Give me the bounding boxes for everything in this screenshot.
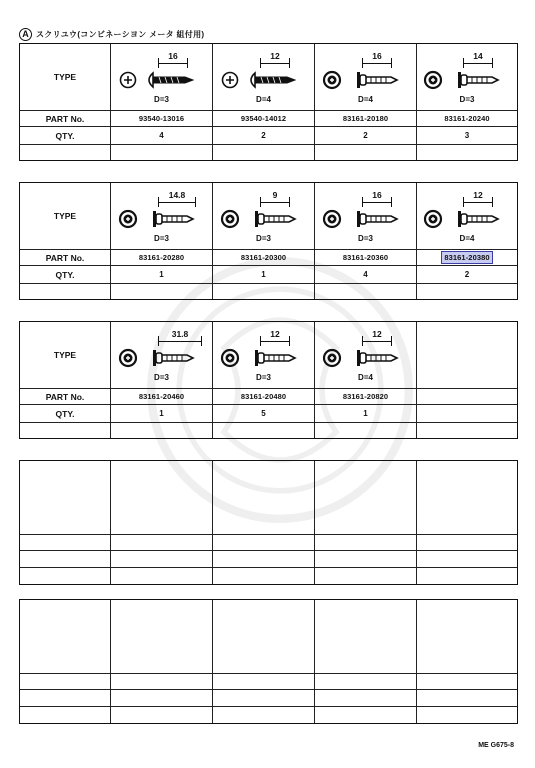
blank-cell	[111, 284, 213, 299]
type-label: TYPE	[20, 183, 111, 249]
dimension-value: 14	[473, 51, 483, 61]
type-label: TYPE	[20, 44, 111, 110]
empty-type-row	[20, 600, 517, 674]
length-dimension	[463, 192, 493, 204]
screw-drawing-icon	[321, 347, 411, 369]
dimension-value: 12	[270, 329, 280, 339]
dimension-value: 12	[270, 51, 280, 61]
screw-type-cell	[315, 322, 417, 388]
screw-drawing-icon	[117, 69, 207, 91]
blank-row	[20, 423, 517, 438]
dimension-line	[463, 202, 493, 203]
part-number: 83161-20360	[342, 253, 389, 262]
part-no-label: PART No.	[20, 250, 111, 265]
quantity-row	[20, 405, 517, 423]
section-marker: A	[19, 28, 32, 41]
part-number: 83161-20460	[138, 392, 185, 401]
length-dimension	[362, 53, 392, 65]
dimension-value: 16	[372, 190, 382, 200]
dimension-value: 9	[272, 190, 278, 200]
empty-row	[20, 674, 517, 690]
screw-drawing-icon	[321, 208, 411, 230]
blank-cell	[417, 423, 517, 438]
part-no-label: PART No.	[20, 111, 111, 126]
quantity-cell: 1	[213, 266, 315, 283]
screw-type-cell	[417, 44, 517, 110]
length-dimension	[463, 53, 493, 65]
diameter-label: D=3	[358, 234, 373, 243]
screw-drawing-icon	[422, 69, 512, 91]
dimension-line	[463, 63, 493, 64]
empty-row	[20, 690, 517, 707]
screw-drawing-icon	[219, 208, 309, 230]
dimension-line	[158, 341, 202, 342]
screw-type-cell	[417, 322, 517, 388]
quantity-cell: 1	[111, 405, 213, 422]
screw-table-2	[19, 182, 518, 300]
part-number-cell	[315, 389, 417, 404]
blank-cell	[315, 145, 417, 160]
blank-cell	[111, 145, 213, 160]
part-number-cell	[315, 250, 417, 265]
quantity-cell: 2	[464, 270, 470, 279]
part-number-cell	[111, 111, 213, 126]
part-number: 83161-20180	[342, 114, 389, 123]
qty-label: QTY.	[20, 127, 111, 144]
screw-drawing-icon	[117, 208, 207, 230]
part-number-cell	[111, 250, 213, 265]
part-number: 83161-20480	[240, 392, 287, 401]
quantity-cell: 2	[213, 127, 315, 144]
part-number-cell	[111, 389, 213, 404]
blank-row	[20, 145, 517, 160]
blank-cell	[315, 284, 417, 299]
dimension-line	[260, 63, 290, 64]
dimension-value: 16	[372, 51, 382, 61]
type-row	[20, 322, 517, 389]
diameter-label: D=4	[358, 373, 373, 382]
blank-cell	[111, 423, 213, 438]
part-number: 83161-20280	[138, 253, 185, 262]
part-number-cell	[213, 111, 315, 126]
screw-type-cell	[111, 183, 213, 249]
screw-drawing-icon	[422, 208, 512, 230]
blank-cell	[213, 284, 315, 299]
dimension-value: 14.8	[168, 190, 186, 200]
qty-label: QTY.	[20, 266, 111, 283]
length-dimension	[158, 53, 188, 65]
empty-type-row	[20, 461, 517, 535]
diameter-label: D=3	[256, 373, 271, 382]
screw-drawing-icon	[219, 69, 309, 91]
empty-row	[20, 707, 517, 723]
quantity-cell: 4	[315, 266, 417, 283]
qty-label: QTY.	[20, 405, 111, 422]
blank-cell	[20, 145, 111, 160]
part-number-cell	[213, 250, 315, 265]
length-dimension	[260, 53, 290, 65]
quantity-row	[20, 266, 517, 284]
part-number-row	[20, 111, 517, 127]
type-row	[20, 44, 517, 111]
part-number: 93540-14012	[240, 114, 287, 123]
part-number-cell	[315, 111, 417, 126]
empty-table-4	[19, 460, 518, 585]
quantity-row	[20, 127, 517, 145]
screw-drawing-icon	[219, 347, 309, 369]
quantity-cell: 4	[111, 127, 213, 144]
quantity-cell	[417, 405, 517, 422]
screw-type-cell	[315, 183, 417, 249]
dimension-value: 16	[168, 51, 178, 61]
part-number-highlighted: 83161-20380	[441, 251, 492, 264]
diameter-label: D=3	[154, 373, 169, 382]
blank-cell	[417, 284, 517, 299]
quantity-cell: 1	[315, 405, 417, 422]
empty-row	[20, 568, 517, 584]
dimension-line	[158, 202, 196, 203]
quantity-cell: 3	[464, 131, 470, 140]
screw-type-cell	[213, 322, 315, 388]
screw-type-cell	[111, 322, 213, 388]
length-dimension	[260, 192, 290, 204]
diameter-label: D=3	[459, 95, 475, 104]
dimension-line	[362, 63, 392, 64]
empty-row	[20, 535, 517, 551]
dimension-value: 12	[372, 329, 382, 339]
part-number-cell	[213, 389, 315, 404]
part-number-cell	[417, 111, 517, 126]
diameter-label: D=4	[459, 234, 475, 243]
part-no-label: PART No.	[20, 389, 111, 404]
screw-drawing-icon	[321, 69, 411, 91]
type-row	[20, 183, 517, 250]
screw-type-cell	[417, 183, 517, 249]
length-dimension	[362, 331, 392, 343]
screw-type-cell	[213, 183, 315, 249]
part-number-cell	[417, 250, 517, 265]
screw-type-cell	[213, 44, 315, 110]
dimension-line	[260, 202, 290, 203]
part-number-row	[20, 250, 517, 266]
blank-row	[20, 284, 517, 299]
part-number: 93540-13016	[138, 114, 185, 123]
screw-table-1	[19, 43, 518, 161]
empty-table-5	[19, 599, 518, 724]
length-dimension	[158, 192, 196, 204]
blank-cell	[20, 423, 111, 438]
part-number-row	[20, 389, 517, 405]
length-dimension	[158, 331, 202, 343]
diameter-label: D=4	[256, 95, 271, 104]
dimension-line	[260, 341, 290, 342]
length-dimension	[362, 192, 392, 204]
document-code: ME G675-8	[478, 742, 514, 749]
part-number: 83161-20240	[444, 114, 490, 123]
part-number: 83161-20300	[240, 253, 287, 262]
blank-cell	[315, 423, 417, 438]
dimension-line	[158, 63, 188, 64]
type-label: TYPE	[20, 322, 111, 388]
diameter-label: D=3	[256, 234, 271, 243]
blank-cell	[20, 284, 111, 299]
quantity-cell: 1	[111, 266, 213, 283]
part-number: 83161-20820	[342, 392, 389, 401]
dimension-line	[362, 202, 392, 203]
length-dimension	[260, 331, 290, 343]
blank-cell	[213, 145, 315, 160]
dimension-line	[362, 341, 392, 342]
empty-row	[20, 551, 517, 568]
diameter-label: D=4	[358, 95, 373, 104]
screw-type-cell	[315, 44, 417, 110]
part-number-cell	[417, 389, 517, 404]
diameter-label: D=3	[154, 95, 169, 104]
blank-cell	[213, 423, 315, 438]
quantity-cell: 2	[315, 127, 417, 144]
screw-drawing-icon	[117, 347, 207, 369]
blank-cell	[417, 145, 517, 160]
diameter-label: D=3	[154, 234, 169, 243]
section-heading	[19, 27, 204, 41]
section-title: スクリユウ(コンビネーシヨン メータ 組付用)	[36, 29, 205, 39]
dimension-value: 12	[473, 190, 483, 200]
screw-type-cell	[111, 44, 213, 110]
screw-table-3	[19, 321, 518, 439]
quantity-cell: 5	[213, 405, 315, 422]
dimension-value: 31.8	[171, 329, 189, 339]
